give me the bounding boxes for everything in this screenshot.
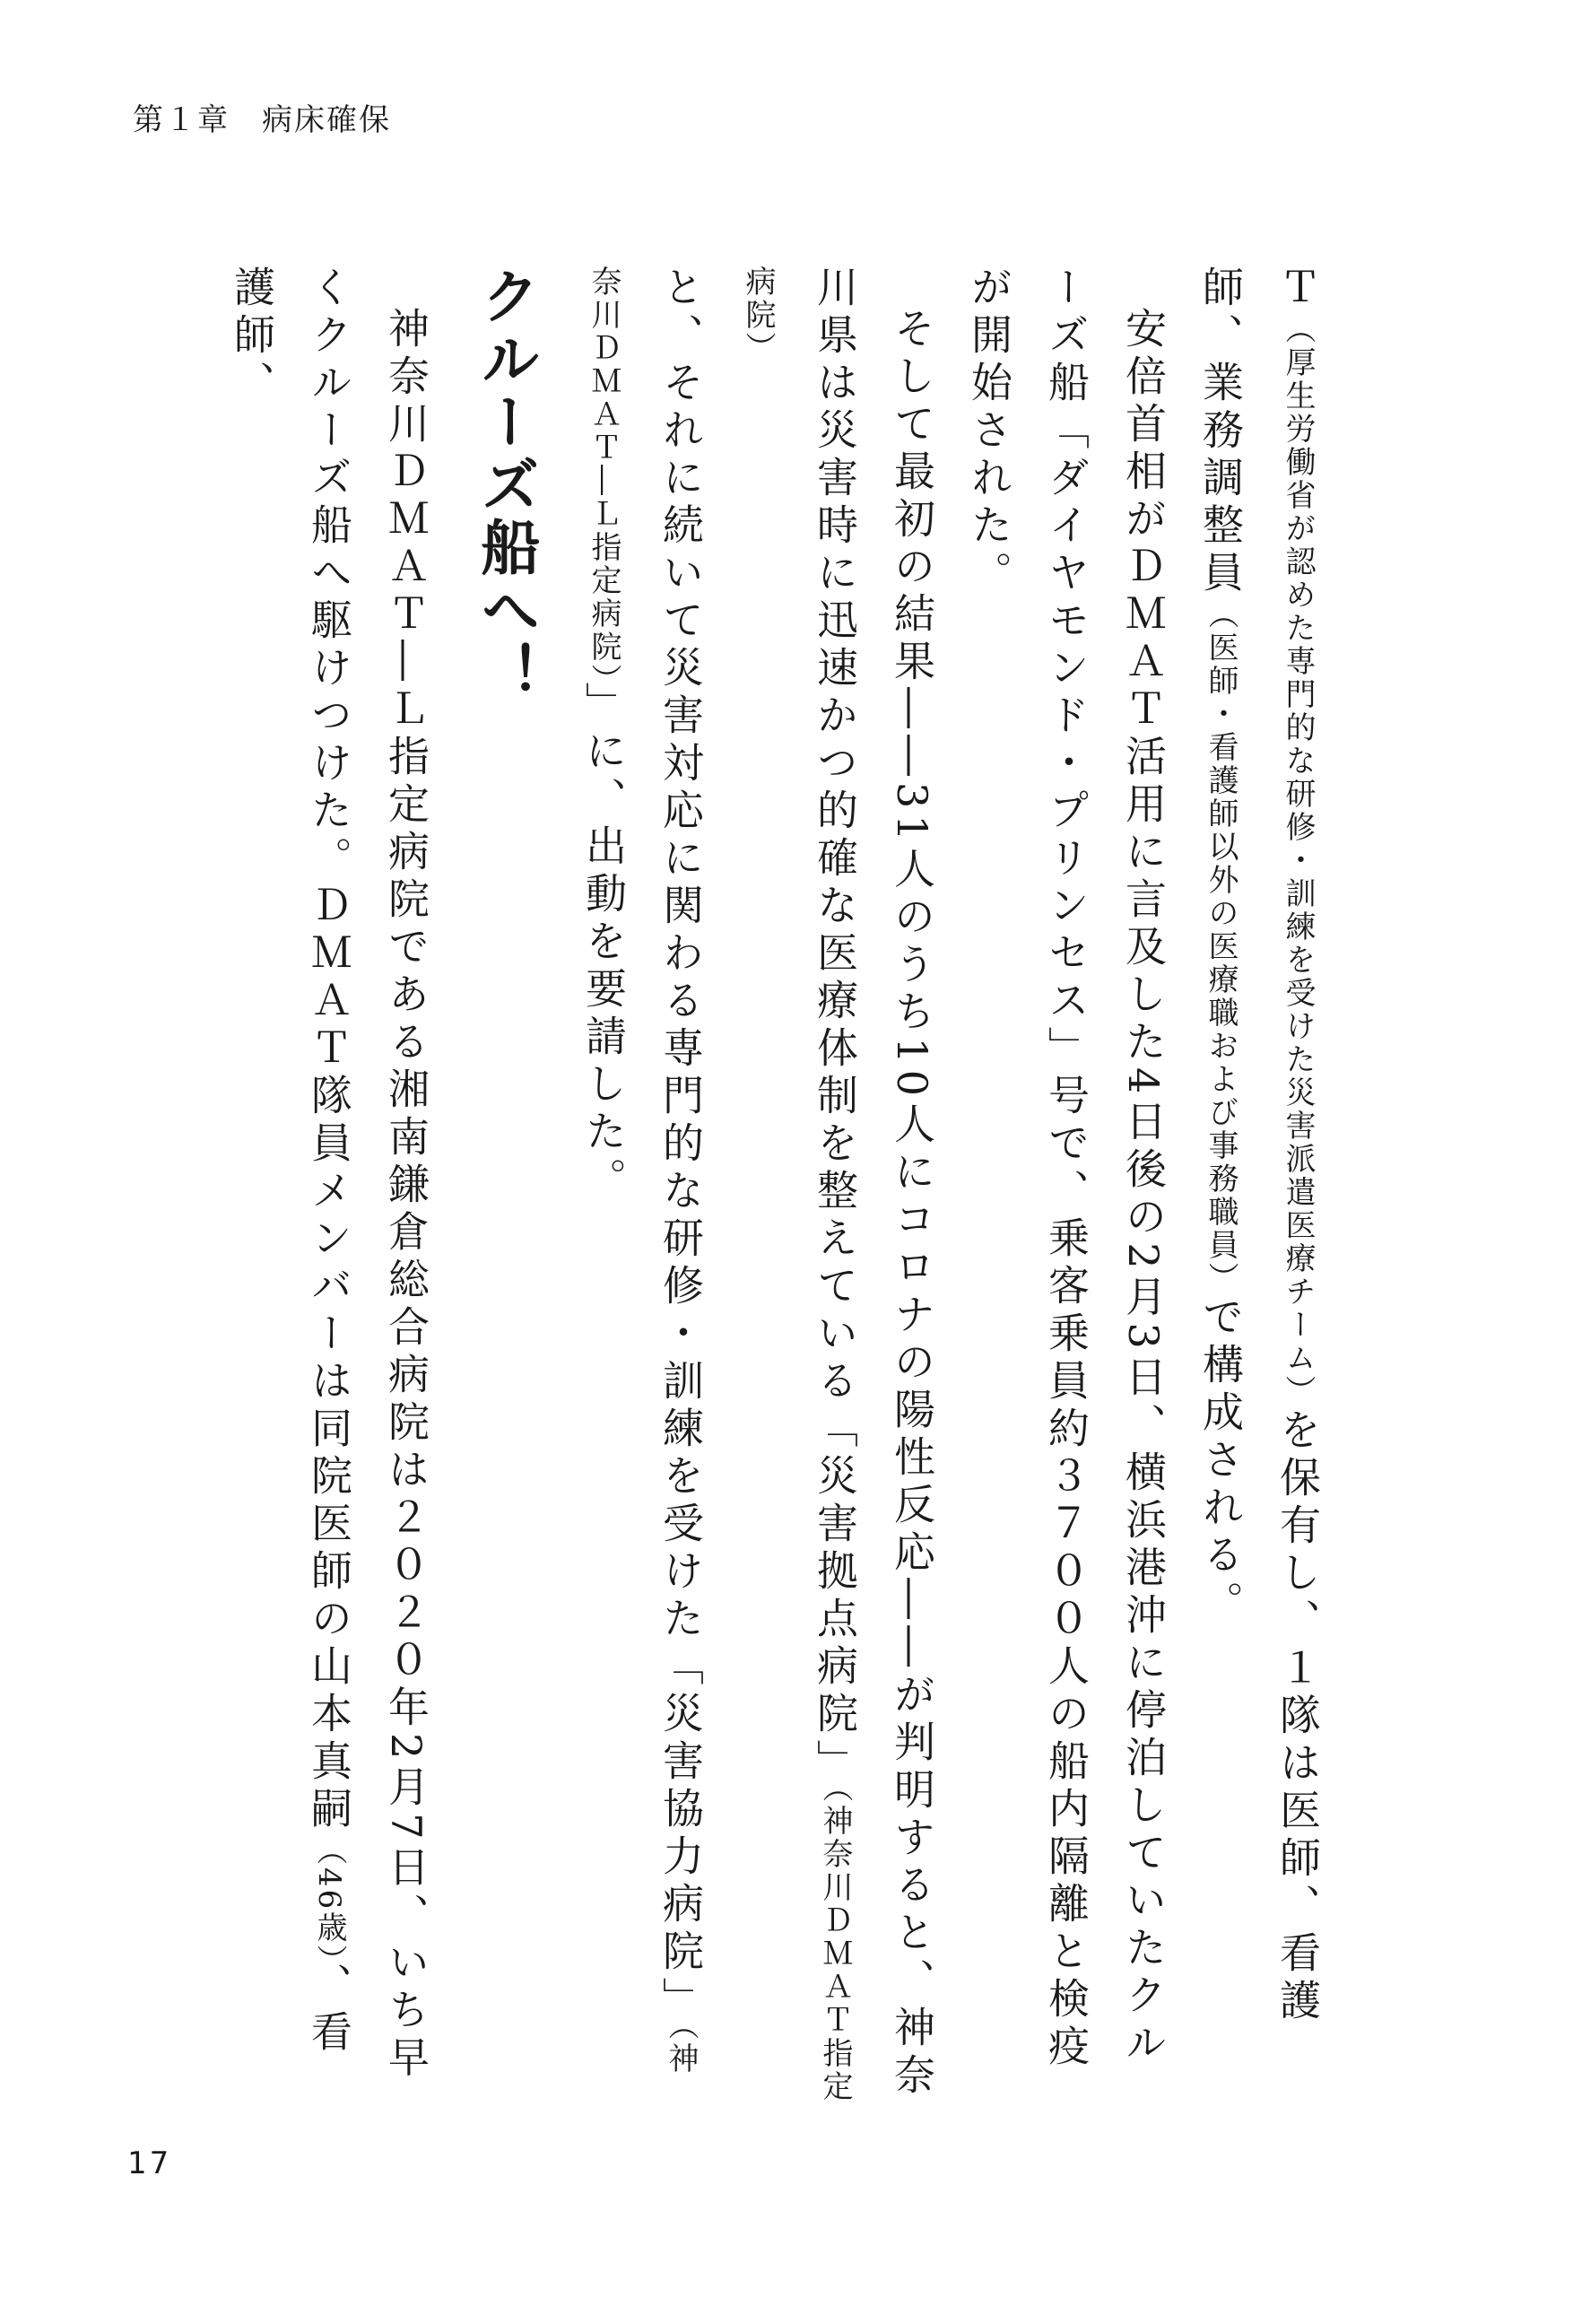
chapter-label: 第１章: [133, 102, 230, 138]
p1-text-a: Ｔ: [1273, 265, 1322, 313]
p3-text-e: 」に、出動を要請した。: [579, 682, 628, 1205]
p3-annotation-2: （神奈川ＤＭＡＴ―Ｌ指定病院）: [586, 265, 699, 2076]
p3-text-c: と、それに続いて災害対応に関わる専門的な研修・訓練を受けた「災害協力病院」: [656, 265, 705, 2024]
p1-text-c: を保有し、１隊は医師、看護師、業務調整員: [1196, 265, 1322, 2026]
paragraph-4: [213, 265, 445, 2104]
section-heading: クルーズ船へ！: [471, 265, 540, 705]
p3-annotation-1: （神奈川ＤＭＡＴ指定病院）: [740, 265, 853, 2103]
p4-text-c: 、看護師、: [228, 265, 353, 2059]
p1-text-e: で構成される。: [1196, 1295, 1245, 1628]
p1-annotation-2: （医師・看護師以外の医療職および事務職員）: [1203, 598, 1239, 1295]
paragraph-3: [565, 265, 951, 2104]
running-head: [133, 95, 391, 139]
page-number: 17: [127, 2146, 172, 2181]
chapter-title: 病床確保: [262, 102, 391, 138]
p4-text-a: 神奈川ＤＭＡＴ―Ｌ指定病院である湘南鎌倉総合病院は２０２０年2月7日、いち早くクルーズ船へ駆けつけた。ＤＭＡＴ隊員メンバーは同院医師の山本真嗣: [305, 265, 430, 2084]
p4-annotation-1: （46歳）: [311, 1834, 347, 1963]
vertical-text-body: [135, 265, 1336, 2104]
p3-text-a: そして最初の結果――31人のうち10人にコロナの陽性反応――が判明すると、神奈川県は災害時に迅速かつ的確な医療体制を整えている「災害拠点病院」: [811, 265, 936, 2102]
paragraph-2: 安倍首相がＤＭＡＴ活用に言及した4日後の2月3日、横浜港沖に停泊していたクルーズ船「ダイヤモンド・プリンセス」号で、乗客乗員約３７００人の船内隔離と検疫が開始された。: [965, 265, 1168, 2072]
paragraph-1: [1182, 265, 1336, 2104]
p1-annotation-1: （厚生労働省が認めた専門的な研修・訓練を受けた災害派遣医療チーム）: [1280, 313, 1316, 1408]
